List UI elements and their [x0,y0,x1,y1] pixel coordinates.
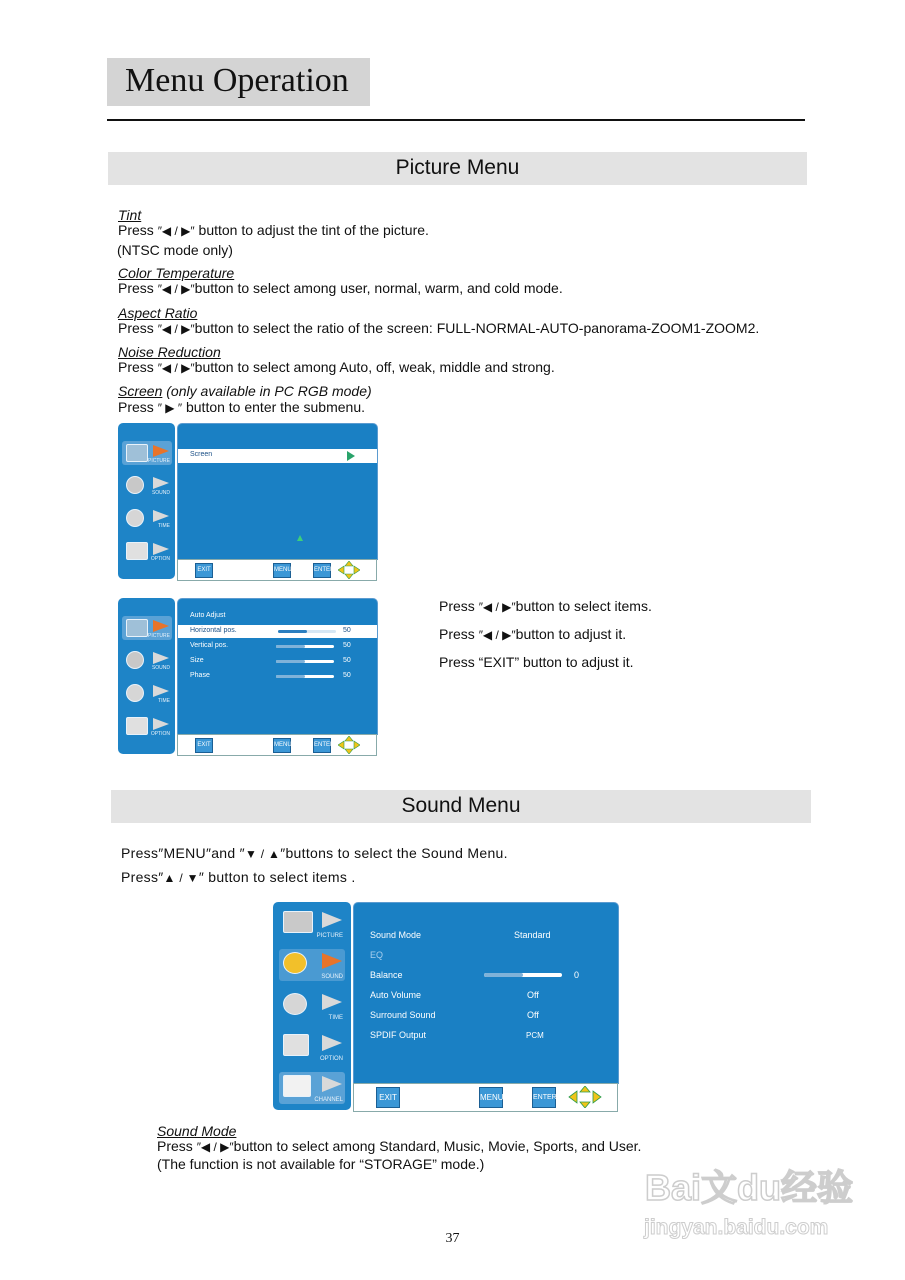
sound-icon[interactable]: SOUND [122,473,172,497]
sound-mode-value: Standard [514,930,551,940]
menu-button[interactable]: MENU [273,738,291,753]
sound-menu-band: Sound Menu [111,790,811,823]
screen-item-row[interactable] [178,449,377,463]
page-number: 37 [445,1231,460,1246]
tv-sound-menu [273,902,619,1112]
left-right-arrows-icon: ″◀ / ▶″ [478,628,516,642]
sound-icon[interactable]: SOUND [122,648,172,672]
tint-text: Press ″◀ / ▶″ button to adjust the tint of the picture. [118,222,429,238]
tv-sidebar [118,423,175,579]
channel-icon[interactable]: CHANNEL [279,1072,345,1104]
color-temp-text: Press ″◀ / ▶″button to select among user, normal, warm, and cold mode. [118,280,563,296]
tv-footer [177,559,377,581]
sound-instruction-1: Press″MENU″and ″▼ / ▲″buttons to select the Sound Menu. [121,845,508,861]
time-icon[interactable]: TIME [122,506,172,530]
auto-volume-label[interactable]: Auto Volume [370,990,422,1000]
aspect-heading: Aspect Ratio [118,305,198,321]
page-title: Menu Operation [125,62,349,99]
left-right-arrows-icon: ″◀ / ▶″ [196,1140,234,1154]
navigation-arrows-icon[interactable] [338,561,360,579]
vertical-pos-slider[interactable] [276,645,334,648]
size-value: 50 [343,657,351,664]
baidu-watermark-logo: Bai文du经验 [645,1167,854,1208]
surround-sound-value: Off [527,1010,539,1020]
sound-mode-note: (The function is not available for “STORAGE” mode.) [157,1156,485,1172]
left-right-arrows-icon: ″◀ / ▶″ [157,282,195,296]
aspect-text: Press ″◀ / ▶″button to select the ratio of the screen: FULL-NORMAL-AUTO-panorama-ZOOM1-ZOOM2. [118,320,760,336]
tint-note: (NTSC mode only) [117,242,233,258]
picture-icon[interactable]: PICTURE [279,908,345,940]
tv-main-panel [177,423,378,560]
enter-button[interactable]: ENTER [532,1087,556,1108]
screen-text: Press ″ ▶ ″ button to enter the submenu. [118,399,365,415]
option-icon[interactable]: OPTION [122,539,172,563]
note-exit: Press “EXIT” button to adjust it. [439,654,634,670]
exit-button[interactable]: EXIT [195,738,213,753]
tint-heading: Tint [118,207,142,223]
vertical-pos-value: 50 [343,642,351,649]
tv-screen-submenu [118,598,378,756]
left-right-arrows-icon: ″◀ / ▶″ [478,600,516,614]
vertical-pos-label: Vertical pos. [190,642,229,649]
enter-button[interactable]: ENTER [313,563,331,578]
horizontal-pos-value: 50 [343,627,351,634]
sound-instruction-2: Press″▲ / ▼″ button to select items . [121,869,356,885]
phase-label: Phase [190,672,210,679]
navigation-arrows-icon[interactable] [338,736,360,754]
size-slider[interactable] [276,660,334,663]
tv-sidebar [118,598,175,754]
phase-slider[interactable] [276,675,334,678]
left-right-arrows-icon: ″◀ / ▶″ [157,322,195,336]
option-icon[interactable]: OPTION [279,1031,345,1063]
exit-button[interactable]: EXIT [376,1087,400,1108]
exit-button[interactable]: EXIT [195,563,213,578]
size-label: Size [190,657,204,664]
sound-mode-label[interactable]: Sound Mode [370,930,422,940]
tv-picture-menu [118,423,378,581]
header-rule [107,119,805,121]
horizontal-pos-label: Horizontal pos. [190,627,237,634]
sound-icon[interactable]: SOUND [279,949,345,981]
screen-heading: Screen (only available in PC RGB mode) [118,383,372,399]
picture-menu-band: Picture Menu [108,152,807,185]
spdif-output-label[interactable]: SPDIF Output [370,1030,427,1040]
phase-value: 50 [343,672,351,679]
picture-icon[interactable]: PICTURE [122,616,172,640]
note-select-items: Press ″◀ / ▶″button to select items. [439,598,652,614]
auto-adjust-item[interactable]: Auto Adjust [190,612,226,619]
submenu-arrow-icon [347,451,355,461]
picture-icon[interactable]: PICTURE [122,441,172,465]
note-adjust: Press ″◀ / ▶″button to adjust it. [439,626,627,642]
left-right-arrows-icon: ″◀ / ▶″ [157,224,195,238]
balance-label[interactable]: Balance [370,970,403,980]
down-up-arrows-icon: ▼ / ▲ [244,847,281,861]
tv-main-panel [353,902,619,1084]
tv-main-panel [177,598,378,735]
color-temp-heading: Color Temperature [118,265,235,281]
right-arrow-icon: ″ ▶ ″ [157,401,183,415]
horizontal-pos-row[interactable] [178,625,377,638]
navigation-arrows-icon[interactable] [567,1086,603,1108]
tv-footer [177,734,377,756]
horizontal-pos-slider[interactable] [278,630,336,633]
balance-slider[interactable] [484,973,562,977]
menu-button[interactable]: MENU [479,1087,503,1108]
spdif-output-value: PCM [526,1031,544,1040]
sound-mode-text: Press ″◀ / ▶″button to select among Standard, Music, Movie, Sports, and User. [157,1138,642,1154]
noise-text: Press ″◀ / ▶″button to select among Auto, off, weak, middle and strong. [118,359,555,375]
left-right-arrows-icon: ″◀ / ▶″ [157,361,195,375]
balance-value: 0 [574,970,580,980]
time-icon[interactable]: TIME [122,681,172,705]
surround-sound-label[interactable]: Surround Sound [370,1010,436,1020]
scroll-up-icon [297,535,303,541]
eq-label[interactable]: EQ [370,950,384,960]
auto-volume-value: Off [527,990,539,1000]
menu-button[interactable]: MENU [273,563,291,578]
time-icon[interactable]: TIME [279,990,345,1022]
baidu-watermark-url: jingyan.baidu.com [644,1216,829,1239]
option-icon[interactable]: OPTION [122,714,172,738]
noise-heading: Noise Reduction [118,344,221,360]
sound-mode-heading: Sound Mode [157,1123,237,1139]
tv-footer [353,1083,618,1112]
up-down-arrows-icon: ▲ / ▼ [163,871,199,885]
enter-button[interactable]: ENTER [313,738,331,753]
tv-sidebar [273,902,351,1110]
screen-item-label: Screen [190,451,213,458]
